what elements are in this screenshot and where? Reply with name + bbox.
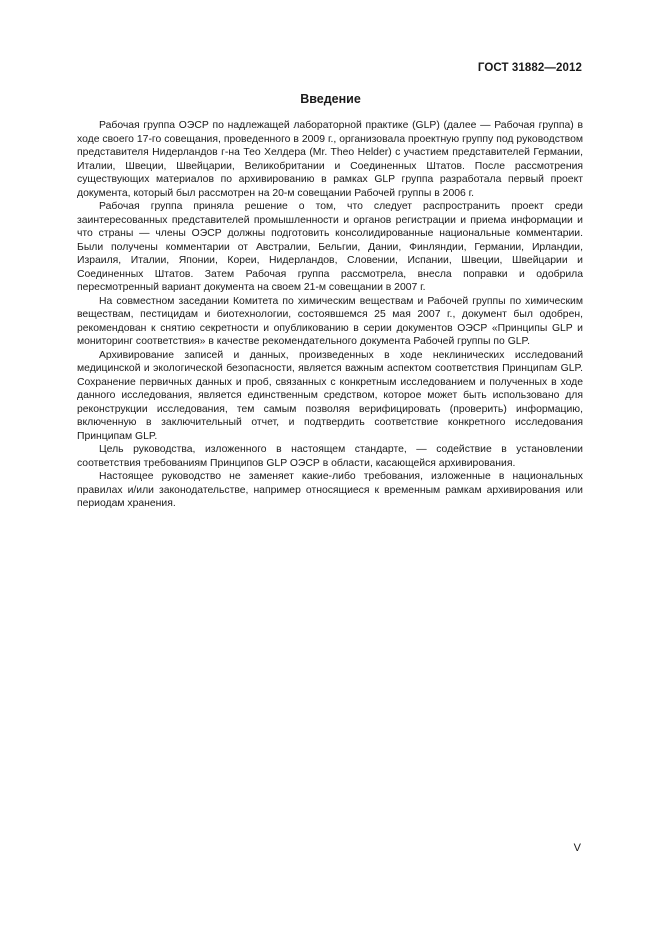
paragraph: На совместном заседании Комитета по химическим веществам и Рабочей группы по химическим веществам, пестицидам и биотехнологии, состоявшемся 25 мая 2007 г., документ был одобрен, рекомендован к снятию секретности и опубликованию в серии документов ОЭСР «Принципы GLP и мониторинг соответствия» в качестве рекомендательного документа Рабочей группы по GLP. bbox=[77, 295, 583, 347]
paragraph: Рабочая группа ОЭСР по надлежащей лабораторной практике (GLP) (далее — Рабочая группа) в ходе своего 17-го совещания, проведенного в 2009 г., организовала проектную группу под руководством представителя Нидерландов г-на Тео Хелдера (Mr. Theo Helder) с участием представителей Германии, Италии, Швеции, Швейцарии, Великобритании и Соединенных Штатов. После рассмотрения существующих материалов по архивированию в рамках GLP группа разработала первый проект документа, который был рассмотрен на 20-м совещании Рабочей группы в 2006 г. bbox=[77, 120, 583, 199]
paragraph: Цель руководства, изложенного в настоящем стандарте, — содействие в установлении соответствия требованиям Принципов GLP ОЭСР в области, касающейся архивирования. bbox=[77, 444, 583, 469]
paragraph: Настоящее руководство не заменяет какие-либо требования, изложенные в национальных правилах и/или законодательстве, например относящиеся к временным рамкам архивирования или периодам хранения. bbox=[77, 471, 583, 509]
paragraph: Архивирование записей и данных, произведенных в ходе неклинических исследований медицинской и экологической безопасности, является важным аспектом соответствия Принципам GLP. Сохранение первичных данных и проб, связанных с конкретным исследованием и полученных в ходе данного исследования, является единственным средством, которое может быть использовано для реконструкции исследования, тем самым позволяя верифицировать (проверить) информацию, включенную в заключительный отчет, и подтвердить соответствие конкретного исследования Принципам GLP. bbox=[77, 349, 583, 442]
page-number: V bbox=[573, 842, 581, 854]
section-title: Введение bbox=[300, 92, 361, 106]
introduction-body bbox=[77, 119, 583, 511]
document-code: ГОСТ 31882—2012 bbox=[477, 62, 582, 74]
paragraph: Рабочая группа приняла решение о том, что следует распространить проект среди заинтересованных представителей промышленности и органов регистрации и приема информации и что страны — члены ОЭСР должны подготовить консолидированные национальные комментарии. Были получены комментарии от Австралии, Бельгии, Дании, Финляндии, Германии, Ирландии, Израиля, Италии, Японии, Кореи, Нидерландов, Словении, Испании, Швеции, Швейцарии и Соединенных Штатов. Затем Рабочая группа рассмотрела, внесла поправки и одобрила пересмотренный вариант документа на своем 21-м совещании в 2007 г. bbox=[77, 201, 583, 293]
